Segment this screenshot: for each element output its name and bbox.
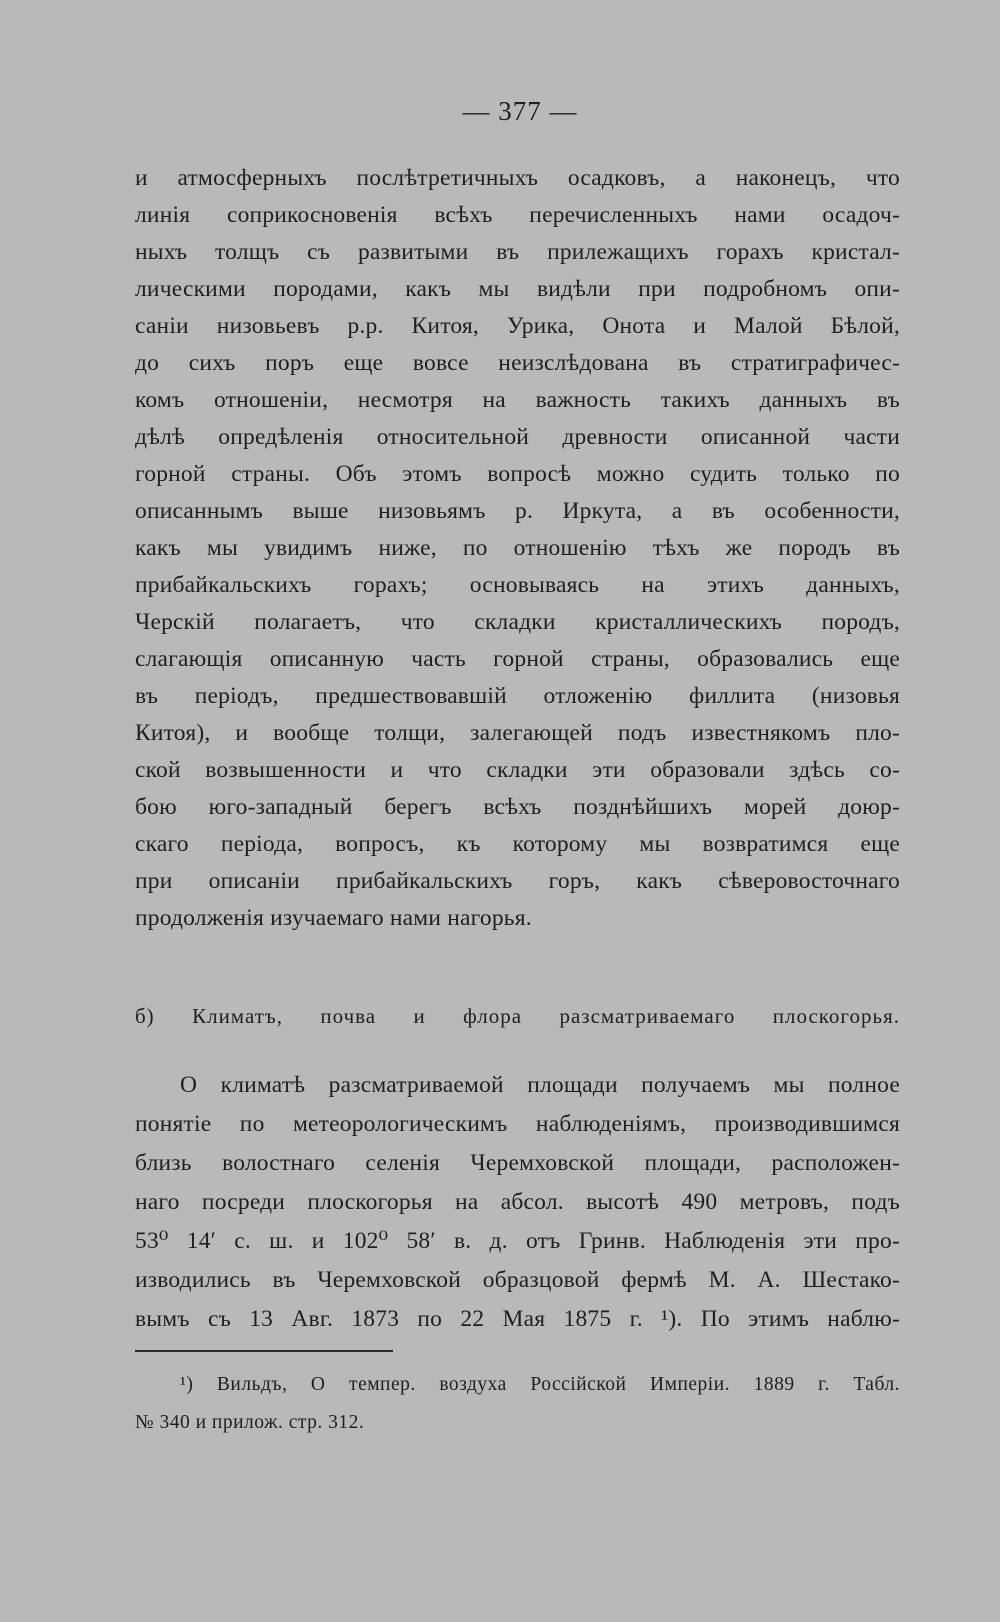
paragraph-2 xyxy=(135,1066,900,1339)
text-line: ской возвышенности и что складки эти образовали здѣсь со- xyxy=(135,757,900,783)
footnote xyxy=(135,1366,900,1442)
text-line: бою юго-западный берегъ всѣхъ позднѣйшихъ морей доюр- xyxy=(135,794,900,820)
text-line: описаннымъ выше низовьямъ р. Иркута, а въ особенности, xyxy=(135,498,900,524)
text-line: наго посреди плоскогорья на абсол. высотѣ 490 метровъ, подъ xyxy=(135,1189,900,1215)
text-line: скаго періода, вопросъ, къ которому мы возвратимся еще xyxy=(135,831,900,857)
text-line: продолженія изучаемаго нами нагорья. xyxy=(135,905,532,931)
section-heading: б) Климатъ, почва и флора разсматриваемаго плоскогорья. xyxy=(135,1004,900,1028)
paragraph-1 xyxy=(135,160,900,937)
footnote-divider xyxy=(135,1350,393,1352)
text-line: горной страны. Объ этомъ вопросѣ можно судить только по xyxy=(135,461,900,487)
text-line: линія соприкосновенія всѣхъ перечисленныхъ нами осадоч- xyxy=(135,202,900,228)
text-line: прибайкальскихъ горахъ; основываясь на этихъ данныхъ, xyxy=(135,572,900,598)
text-line: вымъ съ 13 Авг. 1873 по 22 Мая 1875 г. ¹). По этимъ наблю- xyxy=(135,1306,900,1332)
text-line: Китоя), и вообще толщи, залегающей подъ известнякомъ пло- xyxy=(135,720,900,746)
text-line: какъ мы увидимъ ниже, по отношенію тѣхъ же породъ въ xyxy=(135,535,900,561)
text-line: близь волостнаго селенія Черемховской площади, расположен- xyxy=(135,1150,900,1176)
text-line: при описаніи прибайкальскихъ горъ, какъ сѣверовосточнаго xyxy=(135,868,900,894)
footnote-line: № 340 и прилож. стр. 312. xyxy=(135,1412,365,1433)
text-line: Черскій полагаетъ, что складки кристаллическихъ породъ, xyxy=(135,609,900,635)
text-line: О климатѣ разсматриваемой площади получаемъ мы полное xyxy=(180,1072,900,1098)
text-line: комъ отношеніи, несмотря на важность такихъ данныхъ въ xyxy=(135,387,900,413)
footnote-line: ¹) Вильдъ, О темпер. воздуха Россійской Имперіи. 1889 г. Табл. xyxy=(180,1374,900,1395)
text-line: дѣлѣ опредѣленія относительной древности описанной части xyxy=(135,424,900,450)
text-line: саніи низовьевъ р.р. Китоя, Урика, Онота и Малой Бѣлой, xyxy=(135,313,900,339)
text-line: слагающія описанную часть горной страны, образовались еще xyxy=(135,646,900,672)
page-number: — 377 — xyxy=(462,96,578,126)
text-line: и атмосферныхъ послѣтретичныхъ осадковъ, а наконецъ, что xyxy=(135,165,900,191)
text-line: лическими породами, какъ мы видѣли при подробномъ опи- xyxy=(135,276,900,302)
text-line: 53⁰ 14′ с. ш. и 102⁰ 58′ в. д. отъ Гринв. Наблюденія эти про- xyxy=(135,1228,900,1254)
text-line: въ періодъ, предшествовавшій отложенію филлита (низовья xyxy=(135,683,900,709)
text-line: изводились въ Черемховской образцовой фермѣ М. А. Шестако- xyxy=(135,1267,900,1293)
text-line: ныхъ толщъ съ развитыми въ прилежащихъ горахъ кристал- xyxy=(135,239,900,265)
text-line: до сихъ поръ еще вовсе неизслѣдована въ стратиграфичес- xyxy=(135,350,900,376)
text-line: понятіе по метеорологическимъ наблюденіямъ, производившимся xyxy=(135,1111,900,1137)
